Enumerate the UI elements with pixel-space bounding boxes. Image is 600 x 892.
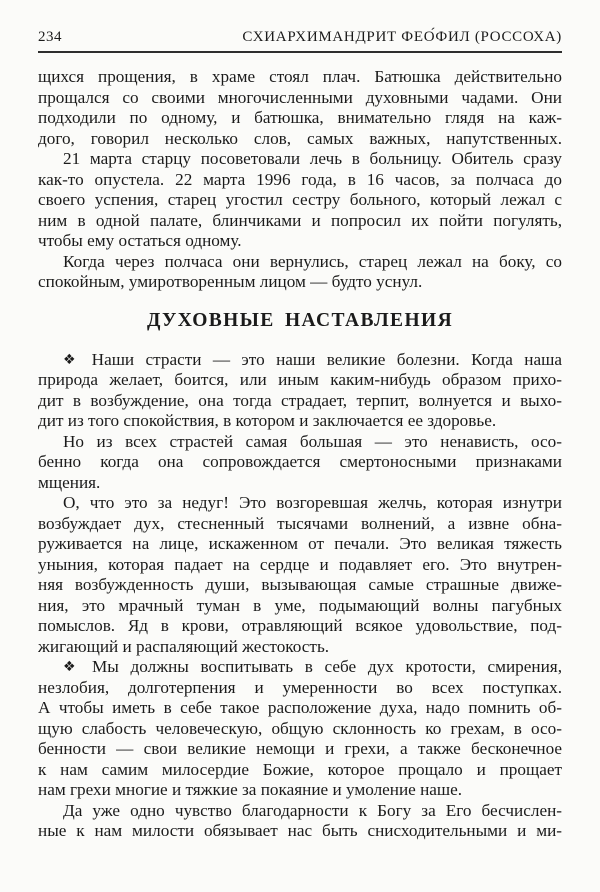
text-line: своего успения, старец угостил сестру больного, который лежал с — [38, 190, 562, 209]
text-line: Но из всех страстей самая большая — это ненависть, осо- — [63, 431, 562, 451]
text-line: Да уже одно чувство благодарности к Богу за Его бесчислен- — [63, 800, 562, 820]
text-line: ния, это мрачный туман в уме, подымающий волны пагубных — [38, 595, 562, 615]
paragraph — [38, 801, 562, 842]
text-line: к нам самим милосердие Божие, которое прощало и прощает — [38, 759, 562, 779]
text-line: чтобы ему остаться одному. — [38, 231, 242, 250]
text-line: помыслов. Яд в крови, отравляющий всякое удовольствие, под- — [38, 616, 562, 635]
text-line: ❖ Мы должны воспитывать в себе дух кротости, смирения, — [63, 657, 562, 676]
text-line: прощался со своими многочисленными духовными чадами. Они — [38, 87, 562, 107]
paragraph — [38, 149, 562, 252]
paragraph — [38, 493, 562, 657]
text-line: Когда через полчаса они вернулись, старец лежал на боку, со — [63, 251, 562, 271]
text-line: бенности — свои великие немощи и грехи, а также бесконечное — [38, 739, 562, 758]
text-line: ные к нам милости обязывает нас быть снисходительными и ми- — [38, 821, 562, 840]
text-line: щихся прощения, в храме стоял плач. Батюшка действительно — [38, 67, 562, 86]
paragraph — [38, 657, 562, 801]
text-line: дит в возбуждение, она тогда страдает, терпит, волнуется и выхо- — [38, 390, 562, 410]
text-line: спокойным, умиротворенным лицом — будто уснул. — [38, 272, 423, 291]
running-title: СХИАРХИМАНДРИТ ФЕО́ФИЛ (РОССОХА) — [242, 29, 562, 45]
text-line: уныния, которая падает на сердце и подавляет его. Это внутрен- — [38, 554, 562, 574]
page-body — [38, 67, 562, 842]
text-line: жигающий и распаляющий жестокость. — [38, 636, 330, 656]
text-line: няя возбужденность души, вызывающая самые страшные движе- — [38, 575, 562, 594]
text-line: бенно когда она сопровождается смертоносными признаками — [38, 452, 562, 471]
text-line: ❖ Наши страсти — это наши великие болезни. Когда наша — [63, 349, 562, 369]
diamond-bullet-icon: ❖ — [63, 351, 83, 368]
page-number: 234 — [38, 29, 62, 45]
text-line: дого, говорил несколько слов, самых важных, напутственных. — [38, 128, 562, 148]
text-line: нам грехи многие и тяжкие за покаяние и умоление наше. — [38, 780, 463, 799]
text-line: А чтобы иметь в себе такое расположение духа, надо помнить об- — [38, 698, 562, 717]
section-heading: ДУХОВНЫЕ НАСТАВЛЕНИЯ — [146, 309, 454, 331]
text-line: О, что это за недуг! Это возгоревшая желчь, которая изнутри — [63, 493, 562, 512]
text-line: руживается на лице, искаженном от печали. Это великая тяжесть — [38, 534, 562, 553]
text-line: дит из того спокойствия, в котором и заключается ее здоровье. — [38, 411, 497, 430]
text-line: ним в одной палате, блинчиками и попросил их пойти погулять, — [38, 210, 562, 230]
text-line: подходили по одному, и батюшка, внимательно глядя на каж- — [38, 108, 562, 127]
text-line: незлобия, долготерпения и умеренности во всех поступках. — [38, 677, 562, 697]
paragraph — [38, 67, 562, 149]
text-line: как-то опустела. 22 марта 1996 года, в 16 часов, за полчаса до — [38, 169, 562, 189]
diamond-bullet-icon: ❖ — [63, 659, 83, 675]
text-line: возбуждает дух, стесненный тысячами волнений, а извне обна- — [38, 513, 562, 533]
text-line: природа желает, боится, или иным каким-нибудь образом прихо- — [38, 370, 562, 389]
text-line: 21 марта старцу посоветовали лечь в больницу. Обитель сразу — [63, 149, 562, 168]
paragraph — [38, 252, 562, 293]
running-header — [38, 28, 562, 46]
header-rule — [38, 51, 562, 53]
paragraph — [38, 350, 562, 432]
text-line: щую слабость человеческую, общую склонность ко грехам, в осо- — [38, 718, 562, 738]
text-line: мщения. — [38, 472, 101, 492]
paragraph — [38, 432, 562, 494]
